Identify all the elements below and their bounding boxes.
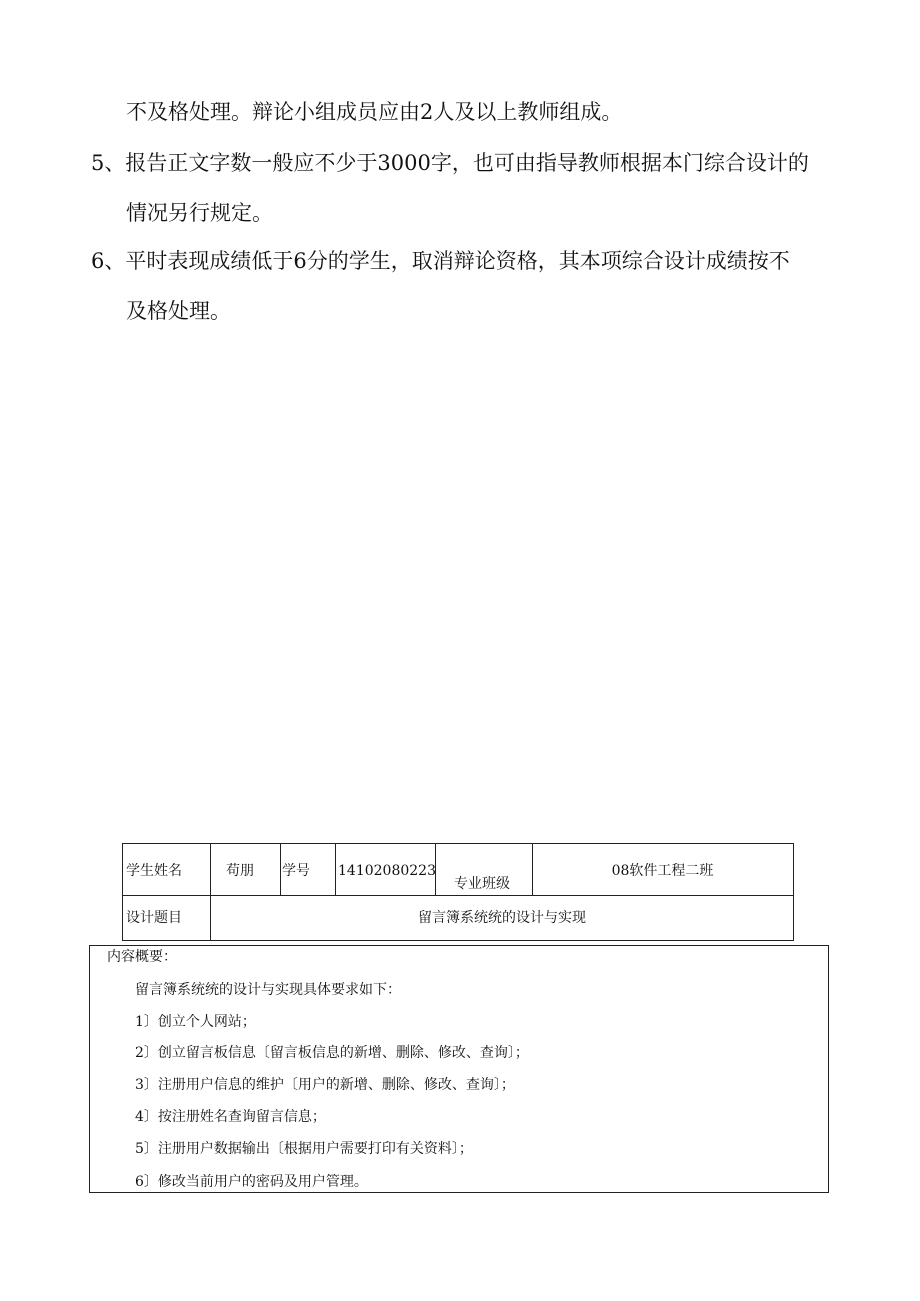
paragraph-continuation: 不及格处理。辩论小组成员应由2人及以上教师组成。 (126, 100, 623, 124)
student-info-table (122, 843, 794, 941)
student-name-value: 苟朋 (226, 863, 254, 879)
content-summary-heading: 内容概要： (107, 949, 177, 965)
list-item-5 (91, 148, 920, 178)
list-item-6-continuation: 及格处理。 (126, 299, 231, 323)
content-summary-box (89, 945, 829, 1193)
requirement-item: 2〕创立留言板信息〔留言板信息的新增、删除、修改、查询〕； (135, 1045, 529, 1061)
requirement-item: 5〕注册用户数据输出〔根据用户需要打印有关资料〕； (135, 1141, 473, 1157)
list-number: 5、 (91, 151, 126, 175)
student-name-label: 学生姓名 (126, 863, 182, 879)
design-topic-label: 设计题目 (126, 910, 182, 926)
major-class-value: 08软件工程二班 (611, 863, 714, 879)
list-number: 6、 (91, 249, 126, 273)
student-id-label: 学号 (282, 863, 310, 879)
list-item-5-continuation: 情况另行规定。 (126, 201, 273, 225)
major-class-label: 专业班级 (454, 876, 510, 892)
requirement-item: 3〕注册用户信息的维护〔用户的新增、删除、修改、查询〕； (135, 1077, 515, 1093)
content-summary-intro: 留言簿系统统的设计与实现具体要求如下： (135, 982, 401, 998)
list-item-text: 报告正文字数一般应不少于3000字，也可由指导教师根据本门综合设计的 (125, 151, 809, 175)
design-topic-value: 留言簿系统统的设计与实现 (418, 910, 586, 926)
list-item-text: 平时表现成绩低于6分的学生，取消辩论资格，其本项综合设计成绩按不 (125, 249, 790, 273)
requirement-item: 4〕按注册姓名查询留言信息； (135, 1109, 326, 1125)
requirement-item: 6〕修改当前用户的密码及用户管理。 (135, 1174, 368, 1190)
student-id-value: 14102080223 (338, 863, 436, 879)
requirement-item: 1〕创立个人网站； (135, 1014, 256, 1030)
list-item-6 (91, 246, 920, 276)
